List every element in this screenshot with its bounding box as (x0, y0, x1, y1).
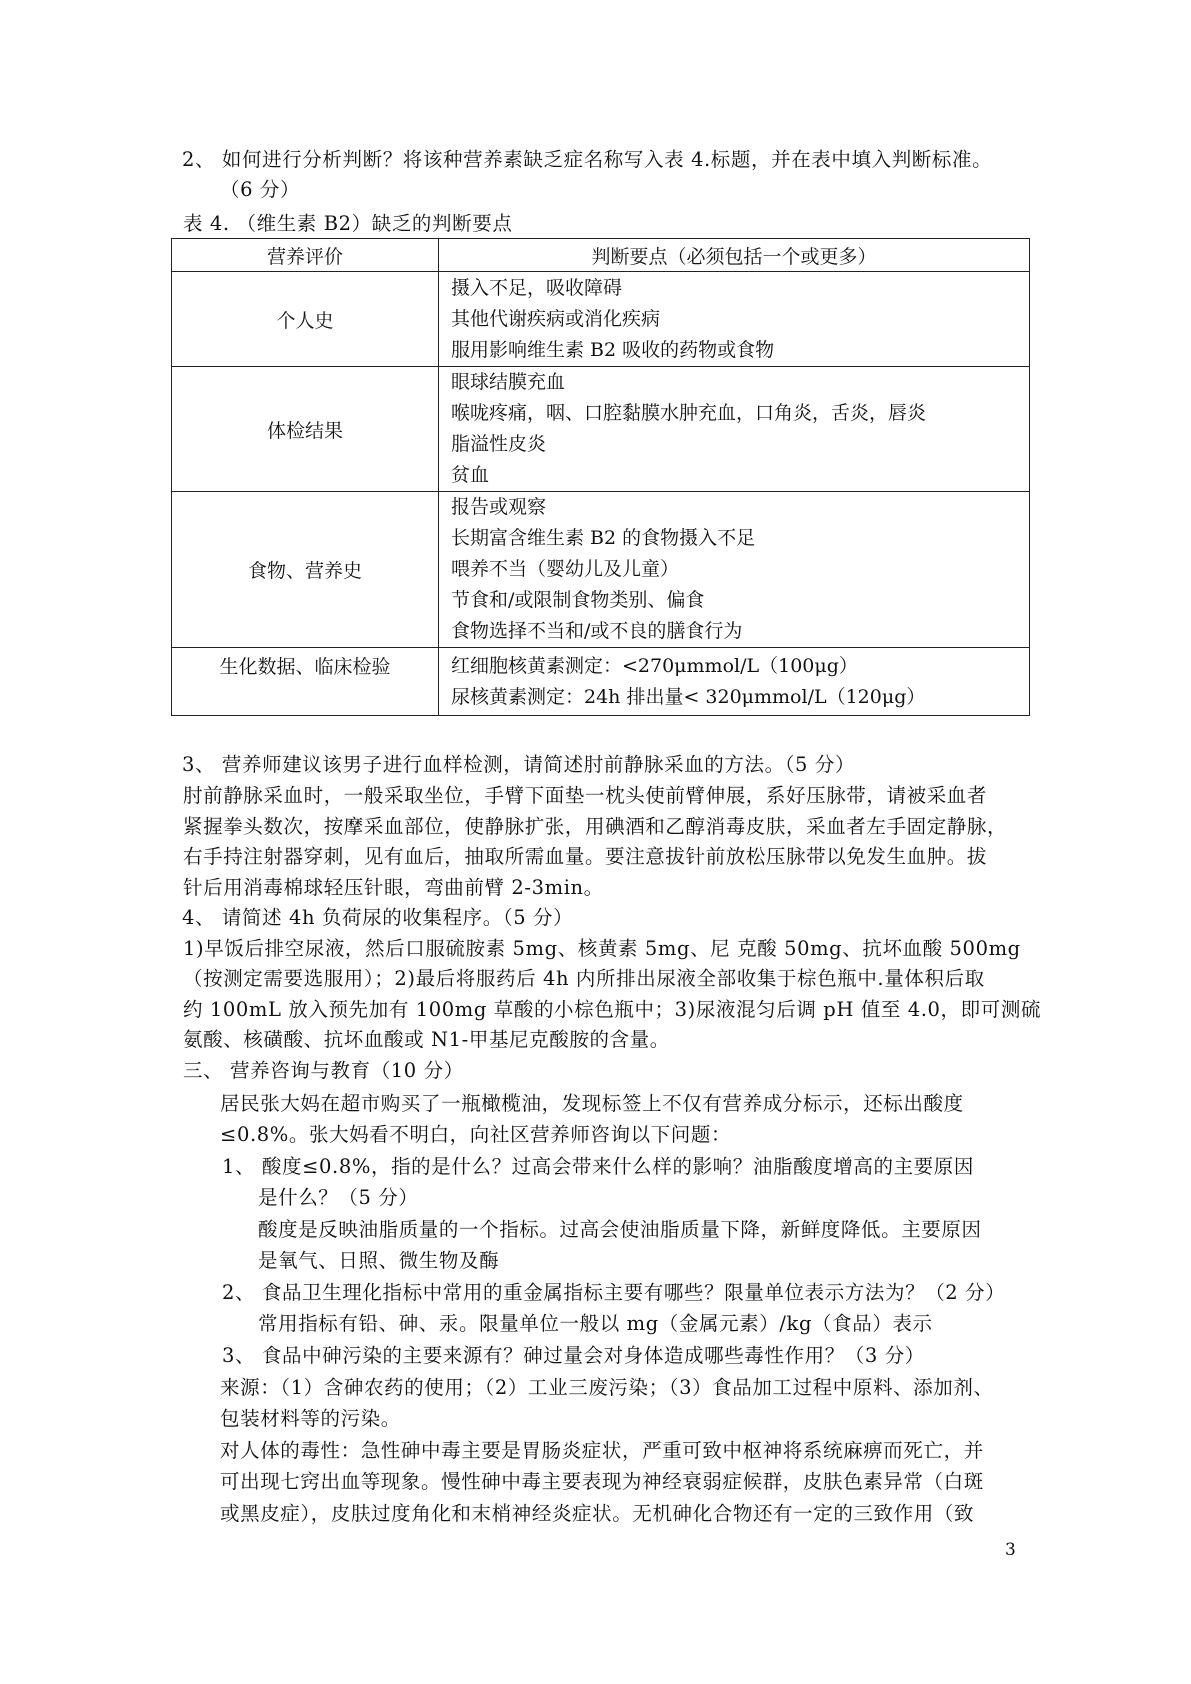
row-item: 报告或观察 (451, 496, 547, 518)
row-item: 服用影响维生素 B2 吸收的药物或食物 (451, 338, 775, 361)
table-header-row (172, 239, 1030, 272)
answer-3-line: 可出现七窍出血等现象。慢性砷中毒主要表现为神经衰弱症候群，皮肤色素异常（白斑 (220, 1470, 984, 1493)
row-item: 摄入不足，吸收障碍 (451, 276, 623, 299)
q2-line-1: 2、 如何进行分析判断？将该种营养素缺乏症名称写入表 4.标题，并在表中填入判断标准。 (182, 148, 993, 171)
row-item: 眼球结膜充血 (451, 371, 566, 393)
table-header-cell: 判断要点（必须包括一个或更多） (439, 239, 1030, 272)
row-item: 尿核黄素测定：24h 排出量< 320μmmol/L（120μg） (451, 685, 926, 708)
section-intro-line: ≤0.8%。张大妈看不明白，向社区营养师咨询以下问题： (220, 1123, 732, 1146)
section-intro-line: 居民张大妈在超市购买了一瓶橄榄油，发现标签上不仅有营养成分标示，还标出酸度 (220, 1092, 964, 1115)
table-row (172, 492, 1030, 648)
answer-1-line: 酸度是反映油脂质量的一个指标。过高会使油脂质量下降，新鲜度降低。主要原因 (258, 1218, 982, 1241)
row-items (439, 648, 1030, 716)
q3-text-line: 右手持注射器穿刺，见有血后，抽取所需血量。要注意拔针前放松压脉带以免发生血肿。拔 (183, 845, 988, 868)
row-item: 贫血 (451, 464, 490, 486)
q4-title: 4、 请简述 4h 负荷尿的收集程序。（5 分） (182, 906, 574, 929)
row-item: 长期富含维生素 B2 的食物摄入不足 (451, 527, 756, 549)
q4-text-line: 1)早饭后排空尿液，然后口服硫胺素 5mg、核黄素 5mg、尼 克酸 50mg、抗坏血酸 500mg (183, 937, 1021, 960)
page-number: 3 (1005, 1540, 1016, 1560)
row-label: 生化数据、临床检验 (172, 648, 439, 716)
subquestion-2: 2、 食品卫生理化指标中常用的重金属指标主要有哪些？限量单位表示方法为？（2 分） (222, 1281, 1006, 1304)
section-title: 三、 营养咨询与教育（10 分） (183, 1059, 464, 1082)
answer-2-line: 常用指标有铅、砷、汞。限量单位一般以 mg（金属元素）/kg（食品）表示 (258, 1312, 933, 1335)
row-items (439, 272, 1030, 367)
subquestion-1: 1、 酸度≤0.8%，指的是什么？过高会带来什么样的影响？油脂酸度增高的主要原因 (222, 1155, 974, 1178)
answer-3-line: 对人体的毒性：急性砷中毒主要是胃肠炎症状，严重可致中枢神将系统麻痹而死亡，并 (220, 1439, 984, 1462)
subquestion-3: 3、 食品中砷污染的主要来源有？砷过量会对身体造成哪些毒性作用？（3 分） (222, 1344, 925, 1367)
q3-title: 3、 营养师建议该男子进行血样检测，请简述肘前静脉采血的方法。（5 分） (182, 753, 856, 776)
judgment-table (171, 238, 1030, 716)
table-caption: 表 4. （维生素 B2）缺乏的判断要点 (183, 212, 513, 235)
row-item: 食物选择不当和/或不良的膳食行为 (451, 620, 743, 642)
q3-text-line: 紧握拳头数次，按摩采血部位，使静脉扩张，用碘酒和乙醇消毒皮肤，采血者左手固定静脉， (183, 815, 1008, 838)
q3-text-line: 肘前静脉采血时，一般采取坐位，手臂下面垫一枕头使前臂伸展，系好压脉带，请被采血者 (183, 784, 988, 807)
subquestion-1-cont: 是什么？（5 分） (258, 1186, 419, 1209)
q3-text-line: 针后用消毒棉球轻压针眼，弯曲前臂 2-3min。 (183, 876, 604, 899)
row-item: 其他代谢疾病或消化疾病 (451, 307, 661, 330)
row-items (439, 492, 1030, 648)
q4-text-line: 约 100mL 放入预先加有 100mg 草酸的小棕色瓶中；3)尿液混匀后调 pH 值至 4.0，即可测硫 (183, 998, 1042, 1021)
row-item: 节食和/或限制食物类别、偏食 (451, 589, 705, 611)
row-item: 喉咙疼痛，咽、口腔黏膜水肿充血，口角炎，舌炎，唇炎 (451, 402, 927, 424)
row-label: 体检结果 (172, 367, 439, 492)
row-label: 食物、营养史 (172, 492, 439, 648)
table-row (172, 272, 1030, 367)
q4-text-line: （按测定需要选服用）；2)最后将服药后 4h 内所排出尿液全部收集于棕色瓶中.量体积后取 (183, 967, 985, 990)
row-item: 红细胞核黄素测定：<270μmmol/L（100μg） (451, 654, 858, 677)
row-label: 个人史 (172, 272, 439, 367)
q2-line-2: （6 分） (220, 178, 301, 201)
q4-text-line: 氨酸、核磺酸、抗坏血酸或 N1-甲基尼克酸胺的含量。 (183, 1028, 670, 1051)
answer-1-line: 是氧气、日照、微生物及酶 (258, 1249, 500, 1272)
answer-3-line: 包装材料等的污染。 (220, 1407, 401, 1430)
table-row (172, 648, 1030, 716)
row-items (439, 367, 1030, 492)
row-item: 喂养不当（婴幼儿及儿童） (451, 558, 680, 580)
answer-3-line: 来源：（1）含砷农药的使用；（2）工业三废污染；（3）食品加工过程中原料、添加剂、 (220, 1376, 994, 1399)
table-header-cell: 营养评价 (172, 239, 439, 272)
answer-3-line: 或黑皮症），皮肤过度角化和末梢神经炎症状。无机砷化合物还有一定的三致作用（致 (220, 1502, 975, 1525)
row-item: 脂溢性皮炎 (451, 433, 547, 455)
table-row (172, 367, 1030, 492)
